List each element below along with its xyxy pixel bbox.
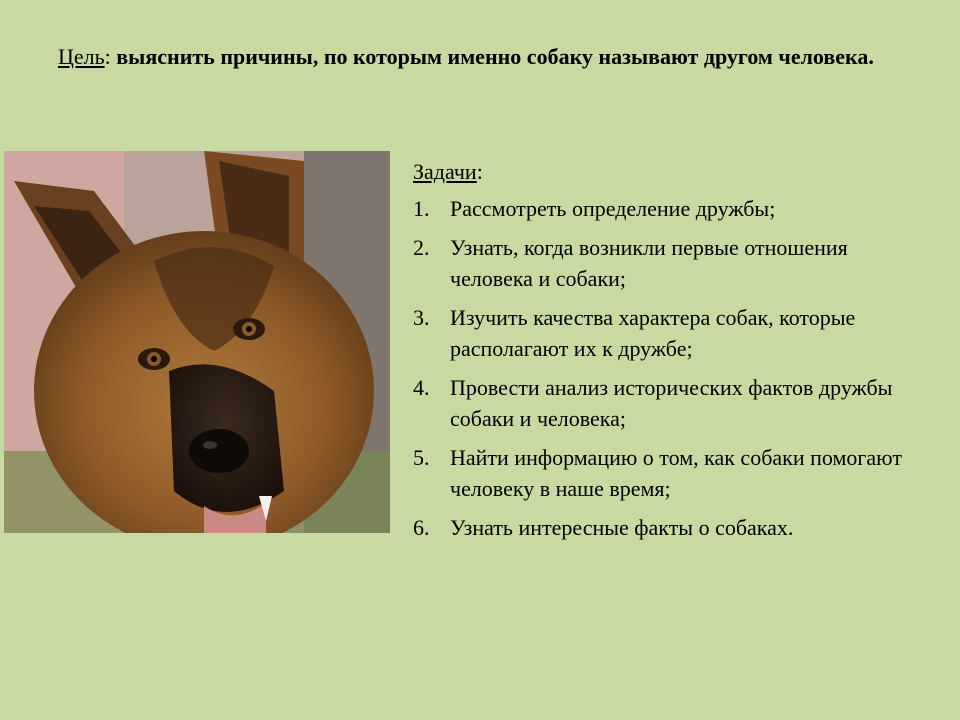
tasks-list: [413, 193, 933, 543]
task-item: [413, 372, 933, 434]
goal-separator: :: [104, 44, 117, 69]
task-number: 6.: [413, 515, 430, 540]
task-item: [413, 232, 933, 294]
goal-text: выяснить причины, по которым именно собаку называют другом человека.: [116, 44, 874, 69]
task-item: [413, 193, 933, 224]
task-number: 3.: [413, 305, 430, 330]
task-item: [413, 512, 933, 543]
task-number: 2.: [413, 235, 430, 260]
task-text: Изучить качества характера собак, которые располагают их к дружбе;: [450, 305, 856, 361]
tasks-heading: [413, 156, 933, 187]
tasks-title: Задачи: [413, 159, 477, 184]
task-item: [413, 442, 933, 504]
task-text: Узнать, когда возникли первые отношения человека и собаки;: [450, 235, 848, 291]
tasks-title-suffix: :: [476, 159, 483, 184]
task-number: 5.: [413, 445, 430, 470]
task-text: Найти информацию о том, как собаки помогают человеку в наше время;: [450, 445, 902, 501]
task-number: 4.: [413, 375, 430, 400]
task-text: Провести анализ исторических фактов дружбы собаки и человека;: [450, 375, 893, 431]
goal-heading: [58, 40, 918, 73]
german-shepherd-photo: [4, 151, 390, 533]
task-item: [413, 302, 933, 364]
task-text: Узнать интересные факты о собаках.: [450, 515, 794, 540]
goal-label: Цель: [58, 44, 105, 69]
tasks-section: [413, 156, 933, 551]
task-number: 1.: [413, 196, 430, 221]
task-text: Рассмотреть определение дружбы;: [450, 196, 776, 221]
